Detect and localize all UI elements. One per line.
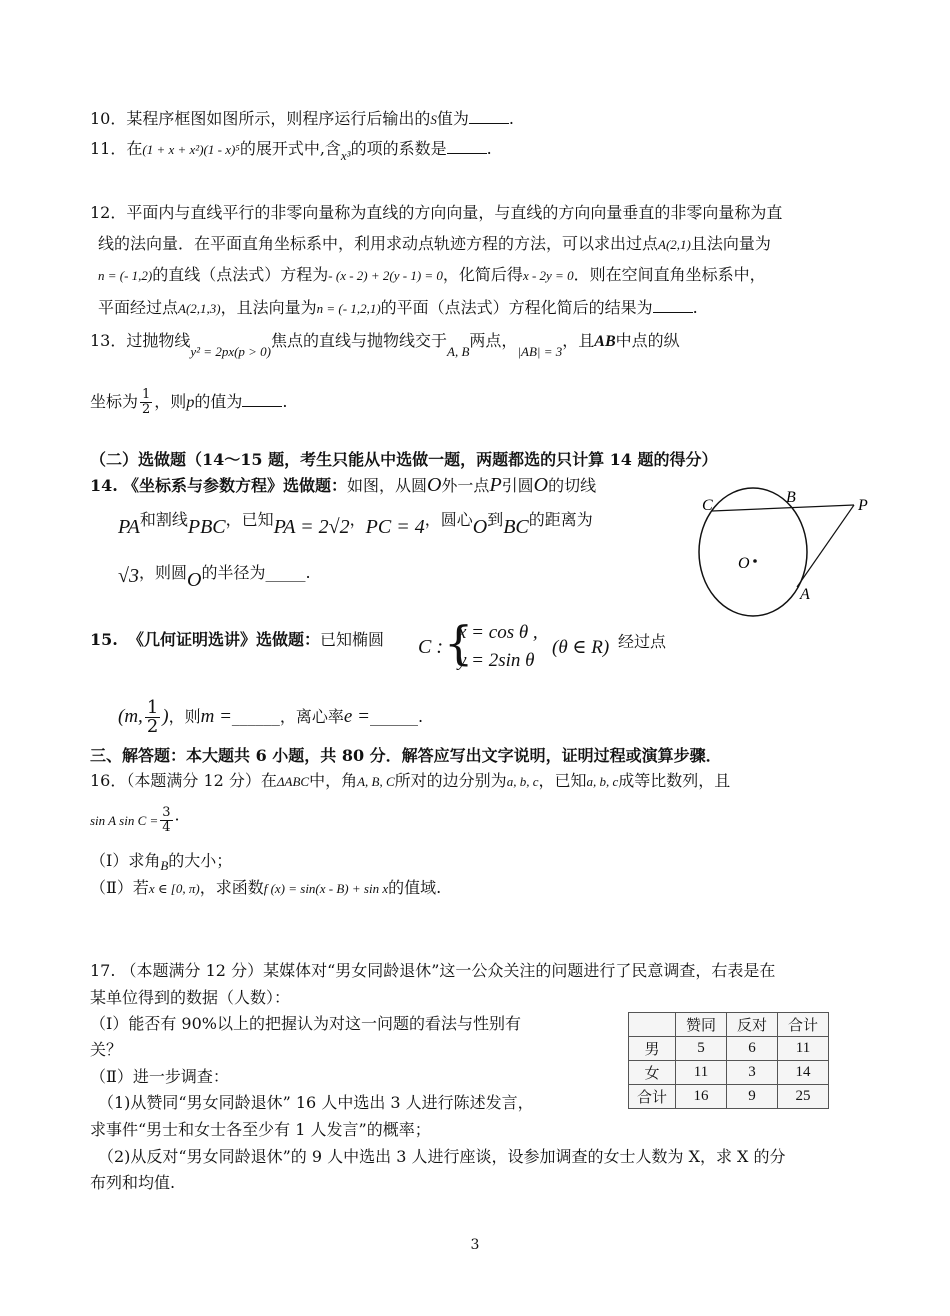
table-cell: 男 [629, 1037, 676, 1061]
param-eq-x: x = cos θ , [458, 622, 538, 643]
question-16-line-1: 16．（本题满分 12 分）在ΔABC中，角A, B, C所对的边分别为a, b, c，已知a, b, c成等比数列，且 [90, 771, 731, 790]
question-17-line-6: （1)从赞同“男女同龄退休” 16 人中选出 3 人进行陈述发言， [98, 1093, 534, 1112]
table-header-cell: 合计 [778, 1013, 829, 1037]
table-cell: 女 [629, 1061, 676, 1085]
label-a: A [800, 586, 810, 603]
label-c: C [702, 497, 713, 514]
table-cell: 11 [676, 1061, 727, 1085]
question-13-line-1: 13．过抛物线$_{y^2 = 2px(p > 0)}$焦点的直线与抛物线交于$_{A, B}$两点，$_{|AB| = 3}$，且AB中点的纵 [90, 331, 680, 359]
table-row [629, 1037, 829, 1061]
question-14-line-2: PA和割线PBC，已知PA = 2√2，PC = 4，圆心O到BC的距离为 [118, 510, 593, 538]
question-11: 11．在(1 + x + x²)(1 - x)⁵的展开式中,含$_{x^3}$的项的系数是 . [90, 139, 492, 163]
question-14-line-3: √3，则圆O的半径为_____. [118, 563, 311, 591]
answer-blank [447, 139, 487, 154]
table-header-cell: 反对 [727, 1013, 778, 1037]
question-10: 10．某程序框图如图所示，则程序运行后输出的S值为 . [90, 109, 514, 128]
question-17-line-2: 某单位得到的数据（人数）： [90, 988, 291, 1007]
section-optional-heading: （二）选做题（14～15 题，考生只能从中选做一题，两题都选的只计算 14 题的得分） [90, 450, 718, 469]
question-17-line-8: （2)从反对“男女同龄退休”的 9 人中选出 3 人进行座谈，设参加调查的女士人数为 X，求 X 的分 [98, 1147, 786, 1166]
question-17-line-1: 17. （本题满分 12 分）某媒体对“男女同龄退休”这一公众关注的问题进行了民意调查，右表是在 [90, 961, 776, 980]
question-17-line-3: （Ⅰ）能否有 90%以上的把握认为对这一问题的看法与性别有 [90, 1014, 521, 1033]
table-cell: 合计 [629, 1085, 676, 1109]
table-header-row [629, 1013, 829, 1037]
table-cell: 9 [727, 1085, 778, 1109]
page-number: 3 [470, 1237, 480, 1253]
question-12-line-4: 平面经过点A(2,1,3)，且法向量为n = (- 1,2,1)的平面（点法式）方程化简后的结果为 . [98, 298, 698, 317]
answer-blank [469, 109, 509, 124]
circle-tangent-figure [690, 480, 890, 625]
question-14-line-1: 14. 《坐标系与参数方程》选做题：如图，从圆O外一点P引圆O的切线 [90, 474, 597, 496]
question-12-line-2: 线的法向量．在平面直角坐标系中，利用求动点轨迹方程的方法，可以求出过点A(2,1)且法向量为 [98, 234, 771, 253]
answer-blank [242, 392, 282, 407]
question-16-condition: sin A sin C = $\frac{3}{4}$ · [90, 805, 180, 835]
label-p: P [858, 497, 868, 514]
table-row [629, 1085, 829, 1109]
question-17-line-7: 求事件“男士和女士各至少有 1 人发言”的概率； [90, 1120, 431, 1139]
question-16-part-2: （Ⅱ）若x ∈ [0, π)，求函数f (x) = sin(x - B) + sin x的值域. [90, 878, 442, 897]
question-13-line-2: 坐标为 $\frac{1}{2}$ ，则p的值为 . [90, 387, 288, 417]
question-16-part-1: （Ⅰ）求角$_B$的大小； [90, 851, 233, 873]
question-17-line-9: 布列和均值. [90, 1173, 176, 1192]
question-15-line-1: 15. 《几何证明选讲》选做题：已知椭圆 [90, 630, 385, 649]
ellipse-name: C : [418, 636, 443, 658]
param-condition: (θ ∈ R) [552, 637, 610, 658]
table-row [629, 1061, 829, 1085]
question-12-line-3: n = (- 1,2)的直线（点法式）方程为- (x - 2) + 2(y - 1) = 0，化简后得x - 2y = 0．则在空间直角坐标系中， [98, 265, 766, 284]
fraction: $\frac{3}{4}$ [162, 805, 171, 835]
param-eq-y: y = 2sin θ [458, 650, 535, 671]
table-cell: 16 [676, 1085, 727, 1109]
table-cell: 5 [676, 1037, 727, 1061]
fraction: $\frac{1}{2}$ [146, 697, 159, 737]
fraction: $\frac{1}{2}$ [142, 387, 151, 417]
answer-blank [653, 298, 693, 313]
table-cell: 25 [778, 1085, 829, 1109]
brace: { [444, 616, 474, 670]
table-header-cell: 赞同 [676, 1013, 727, 1037]
question-17-line-4: 关？ [90, 1040, 123, 1059]
question-15-text: 经过点 [618, 632, 667, 651]
label-b: B [786, 489, 796, 506]
table-cell: 3 [727, 1061, 778, 1085]
question-17-line-5: （Ⅱ）进一步调查： [90, 1067, 229, 1086]
table-header-cell [629, 1013, 676, 1037]
table-cell: 14 [778, 1061, 829, 1085]
table-cell: 6 [727, 1037, 778, 1061]
section-solution-heading: 三、解答题：本大题共 6 小题，共 80 分．解答应写出文字说明，证明过程或演算步骤． [90, 746, 722, 765]
survey-table [628, 1012, 829, 1109]
label-o: O [738, 555, 750, 572]
table-cell: 11 [778, 1037, 829, 1061]
question-15-line-2: (m, $\frac{1}{2}$ )，则m =______，离心率e =______. [118, 697, 424, 737]
question-12-line-1: 12．平面内与直线平行的非零向量称为直线的方向向量，与直线的方向向量垂直的非零向量称为直 [90, 203, 783, 222]
